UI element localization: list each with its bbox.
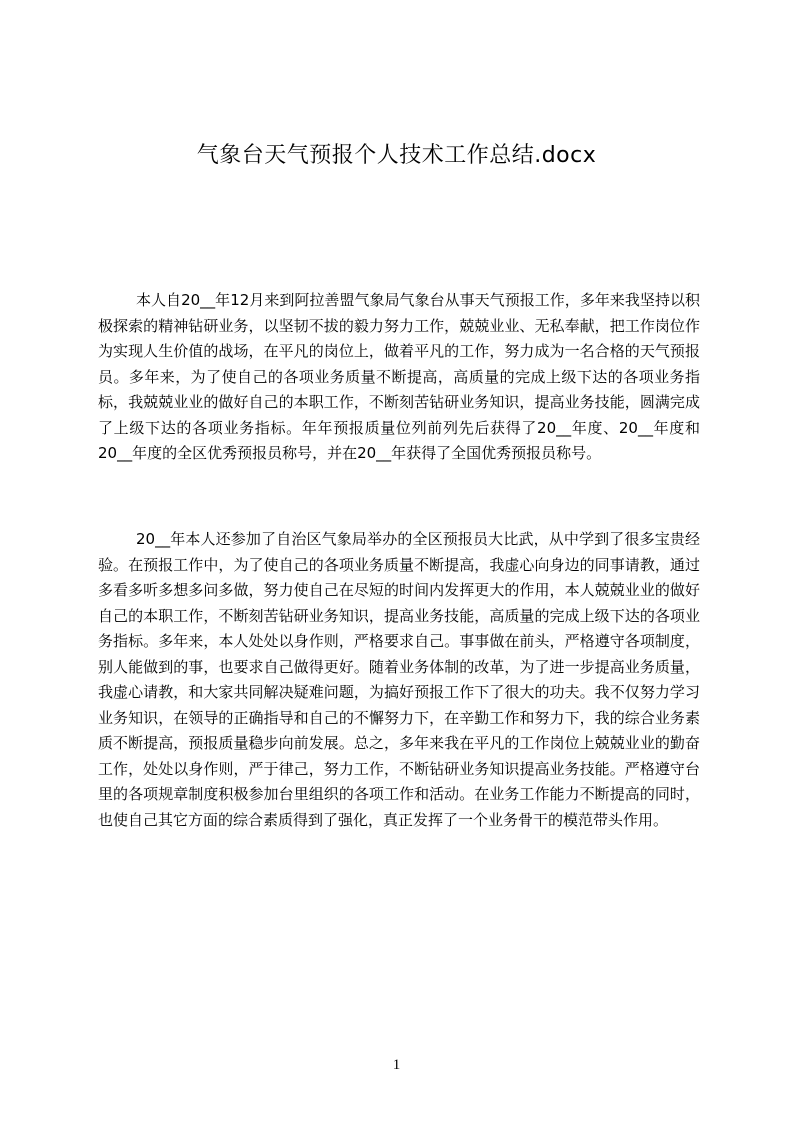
body-paragraph-1: 本人自20__年12月来到阿拉善盟气象局气象台从事天气预报工作，多年来我坚持以积极探索的精神钻研业务，以坚韧不拔的毅力努力工作，兢兢业业、无私奉献，把工作岗位作为实现人生价值的战场，在平凡的岗位上，做着平凡的工作，努力成为一名合格的天气预报员。多年来，为了使自己的各项业务质量不断提高，高质量的完成上级下达的各项业务指标，我兢兢业业的做好自己的本职工作，不断刻苦钻研业务知识，提高业务技能，圆满完成了上级下达的各项业务指标。年年预报质量位列前列先后获得了20__年度、20__年度和20__年度的全区优秀预报员称号，并在20__年获得了全国优秀预报员称号。 [98, 291, 700, 462]
document-title: 气象台天气预报个人技术工作总结.docx [196, 143, 597, 168]
page-number: 1 [392, 1057, 401, 1073]
body-paragraph-2: 20__年本人还参加了自治区气象局举办的全区预报员大比武，从中学到了很多宝贵经验。在预报工作中，为了使自己的各项业务质量不断提高，我虚心向身边的同事请教，通过多看多听多想多问多做，努力使自己在尽短的时间内发挥更大的作用，本人兢兢业业的做好自己的本职工作，不断刻苦钻研业务知识，提高业务技能，高质量的完成上级下达的各项业务指标。多年来，本人处处以身作则，严格要求自己。事事做在前头，严格遵守各项制度，别人能做到的事，也要求自己做得更好。随着业务体制的改革，为了进一步提高业务质量，我虚心请教，和大家共同解决疑难问题，为搞好预报工作下了很大的功夫。我不仅努力学习业务知识，在领导的正确指导和自己的不懈努力下，在辛勤工作和努力下，我的综合业务素质不断提高，预报质量稳步向前发展。总之，多年来我在平凡的工作岗位上兢兢业业的勤奋工作，处处以身作则，严于律己，努力工作，不断钻研业务知识提高业务技能。严格遵守台里的各项规章制度积极参加台里组织的各项工作和活动。在业务工作能力不断提高的同时，也使自己其它方面的综合素质得到了强化，真正发挥了一个业务骨干的模范带头作用。 [98, 530, 700, 829]
